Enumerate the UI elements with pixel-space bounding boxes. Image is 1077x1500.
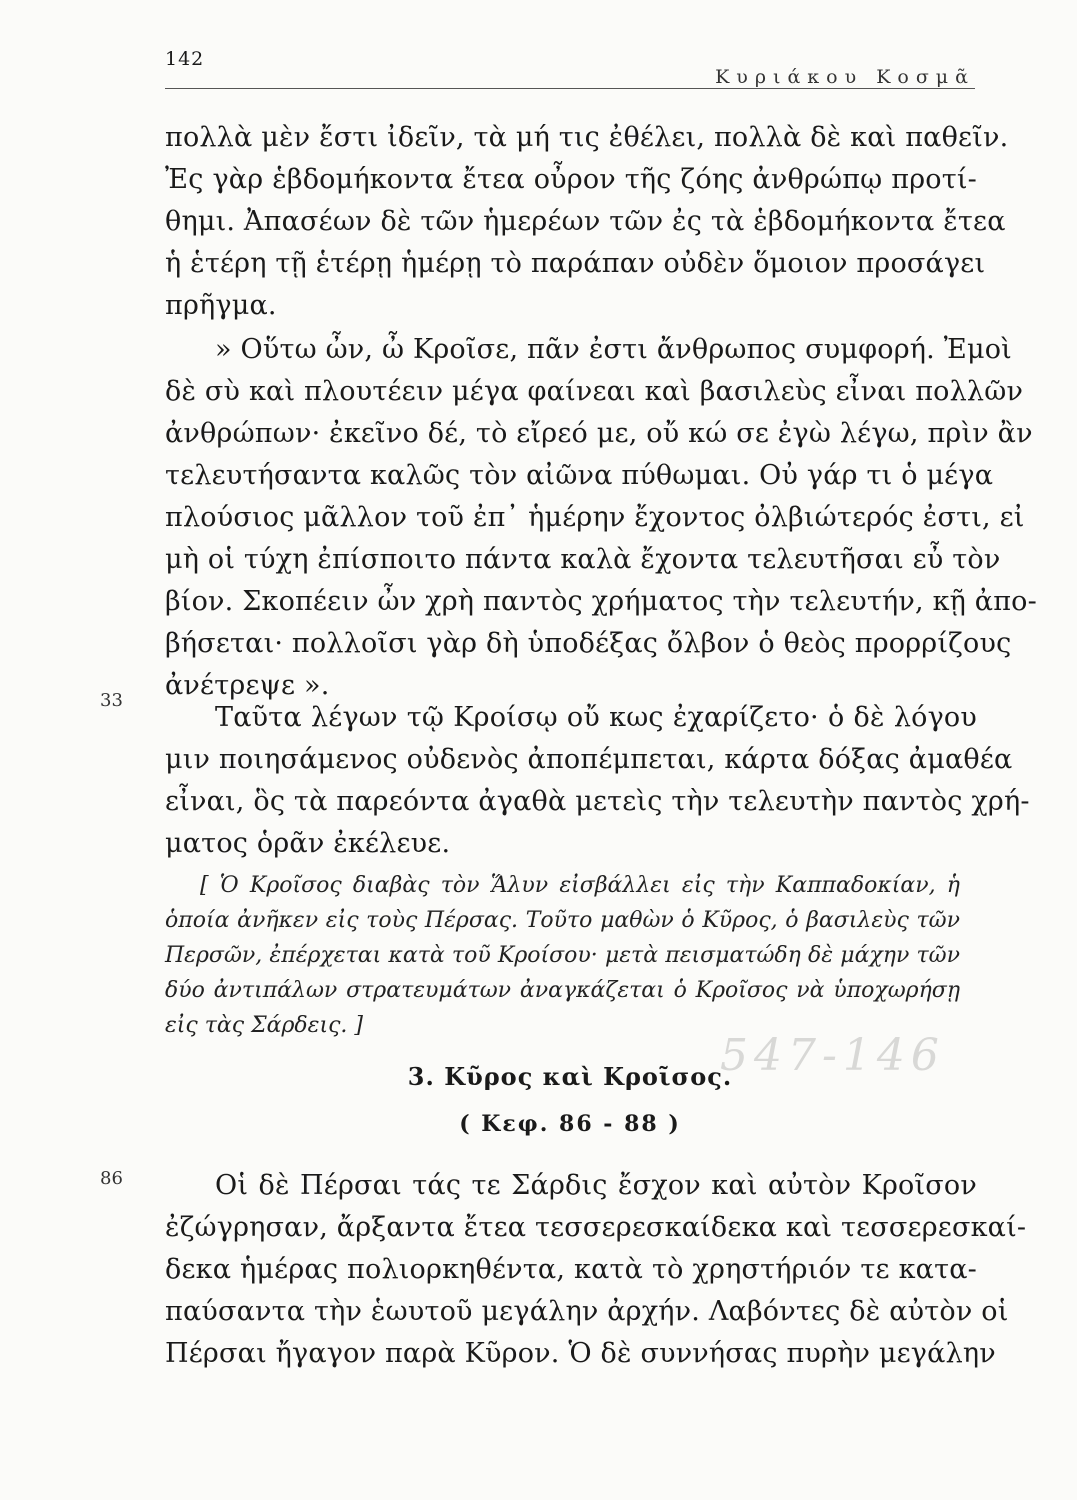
text-line: ἀνθρώπων· ἐκεῖνο δέ, τὸ εἴρεό με, οὔ κώ σε ἐγὼ λέγω, πρὶν ἂν bbox=[165, 418, 1033, 449]
note-line: δύο ἀντιπάλων στρατευμάτων ἀναγκάζεται ὁ Κροῖσος νὰ ὑποχωρήσῃ bbox=[165, 978, 960, 1003]
pencil-annotation: 547-146 bbox=[720, 1030, 945, 1081]
chapter-margin-number: 86 bbox=[100, 1168, 123, 1189]
chapter-margin-number: 33 bbox=[100, 690, 123, 711]
text-line: Ἐς γὰρ ἑβδομήκοντα ἔτεα οὖρον τῆς ζόης ἀνθρώπῳ προτί- bbox=[165, 164, 977, 195]
text-line: δεκα ἡμέρας πολιορκηθέντα, κατὰ τὸ χρηστήριόν τε κατα- bbox=[165, 1254, 977, 1285]
text-line: δὲ σὺ καὶ πλουτέειν μέγα φαίνεαι καὶ βασιλεὺς εἶναι πολλῶν bbox=[165, 376, 1024, 407]
page-header bbox=[165, 48, 975, 90]
note-line: [ Ὁ Κροῖσος διαβὰς τὸν Ἅλυν εἰσβάλλει εἰς τὴν Καππαδοκίαν, ἡ bbox=[200, 873, 960, 898]
text-line: μιν ποιησάμενος οὐδενὸς ἀποπέμπεται, κάρτα δόξας ἀμαθέα bbox=[165, 744, 1013, 775]
text-line: πρῆγμα. bbox=[165, 290, 277, 321]
page-number: 142 bbox=[165, 48, 205, 70]
text-line: ἡ ἑτέρη τῇ ἑτέρῃ ἡμέρῃ τὸ παράπαν οὐδὲν ὅμοιον προσάγει bbox=[165, 248, 986, 279]
text-line: θημι. Ἀπασέων δὲ τῶν ἡμερέων τῶν ἐς τὰ ἑβδομήκοντα ἔτεα bbox=[165, 206, 1006, 237]
text-line: ματος ὁρᾶν ἐκέλευε. bbox=[165, 828, 451, 859]
running-head: Κυριάκου Κοσμᾶ bbox=[715, 66, 975, 88]
text-line: Οἱ δὲ Πέρσαι τάς τε Σάρδις ἔσχον καὶ αὐτὸν Κροῖσον bbox=[215, 1170, 977, 1201]
text-line: πλούσιος μᾶλλον τοῦ ἐπ᾽ ἡμέρην ἔχοντος ὀλβιώτερός ἐστι, εἰ bbox=[165, 502, 1025, 533]
section-subtitle: ( Κεφ. 86 - 88 ) bbox=[459, 1111, 681, 1137]
text-line: ἐζώγρησαν, ἄρξαντα ἔτεα τεσσερεσκαίδεκα καὶ τεσσερεσκαί- bbox=[165, 1212, 1027, 1243]
text-line: τελευτήσαντα καλῶς τὸν αἰῶνα πύθωμαι. Οὐ γάρ τι ὁ μέγα bbox=[165, 460, 994, 491]
header-rule bbox=[165, 88, 975, 89]
note-line: εἰς τὰς Σάρδεις. ] bbox=[165, 1013, 363, 1038]
section-title: 3. Κῦρος καὶ Κροῖσος. bbox=[407, 1062, 733, 1091]
text-line: παύσαντα τὴν ἑωυτοῦ μεγάλην ἀρχήν. Λαβόντες δὲ αὐτὸν οἱ bbox=[165, 1296, 1009, 1327]
text-line: Πέρσαι ἤγαγον παρὰ Κῦρον. Ὁ δὲ συννήσας πυρὴν μεγάλην bbox=[165, 1338, 996, 1369]
note-line: ὁποία ἀνῆκεν εἰς τοὺς Πέρσας. Τοῦτο μαθὼν ὁ Κῦρος, ὁ βασιλεὺς τῶν bbox=[165, 908, 960, 933]
text-line: εἶναι, ὃς τὰ παρεόντα ἀγαθὰ μετεὶς τὴν τελευτὴν παντὸς χρή- bbox=[165, 786, 1030, 817]
text-line: Ταῦτα λέγων τῷ Κροίσῳ οὔ κως ἐχαρίζετο· ὁ δὲ λόγου bbox=[215, 702, 977, 733]
note-line: Περσῶν, ἐπέρχεται κατὰ τοῦ Κροίσου· μετὰ πεισματώδη δὲ μάχην τῶν bbox=[165, 943, 960, 968]
text-line: ἀνέτρεψε ». bbox=[165, 670, 330, 701]
text-line: » Οὕτω ὦν, ὦ Κροῖσε, πᾶν ἐστι ἄνθρωπος συμφορή. Ἐμοὶ bbox=[215, 334, 1012, 365]
text-line: βήσεται· πολλοῖσι γὰρ δὴ ὑποδέξας ὄλβον ὁ θεὸς προρρίζους bbox=[165, 628, 1012, 659]
text-line: μὴ οἱ τύχη ἐπίσποιτο πάντα καλὰ ἔχοντα τελευτῆσαι εὖ τὸν bbox=[165, 544, 1001, 575]
text-line: βίον. Σκοπέειν ὦν χρὴ παντὸς χρήματος τὴν τελευτήν, κῇ ἀπο- bbox=[165, 586, 1037, 617]
text-line: πολλὰ μὲν ἔστι ἰδεῖν, τὰ μή τις ἐθέλει, πολλὰ δὲ καὶ παθεῖν. bbox=[165, 122, 1009, 153]
